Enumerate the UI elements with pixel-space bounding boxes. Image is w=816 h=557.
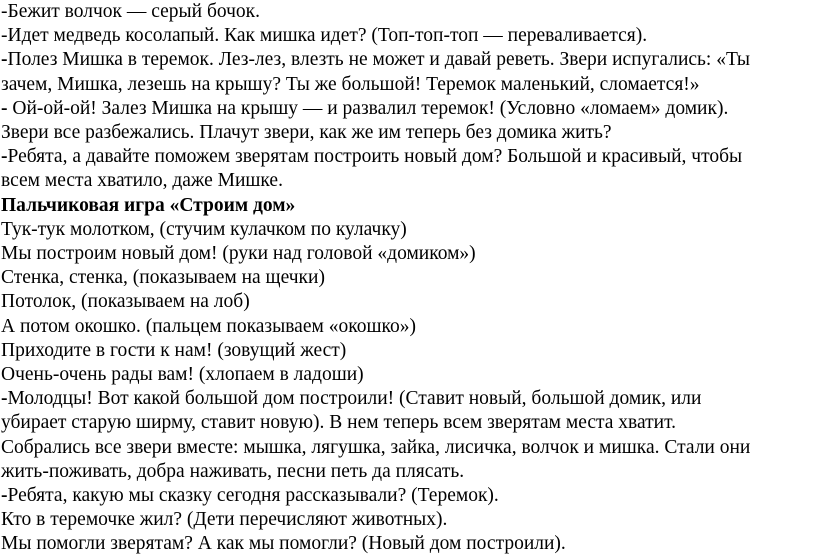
text-line [0, 218, 816, 242]
line-text: зачем, Мишка, лезешь на крышу? Ты же большой! Теремок маленький, сломается!» [1, 73, 700, 95]
text-line [0, 169, 816, 193]
line-text: Собрались все звери вместе: мышка, лягушка, зайка, лисичка, волчок и мишка. Стали они [1, 436, 751, 458]
line-text: -Идет медведь косолапый. Как мишка идет? (Топ-топ-топ — переваливается). [1, 25, 648, 47]
text-line [0, 145, 816, 169]
line-text: Ребята, какую мы сказку сегодня рассказывали? (Теремок). [7, 485, 499, 507]
text-line [0, 73, 816, 97]
line-text: А потом окошко. (пальцем показываем «окошко») [1, 315, 416, 337]
line-text: всем места хватило, даже Мишке. [1, 170, 283, 192]
line-marker: - [1, 97, 8, 119]
text-line [0, 242, 816, 266]
text-line [0, 532, 816, 556]
text-line [0, 339, 816, 363]
text-line [0, 411, 816, 435]
text-line [0, 363, 816, 387]
line-text: Звери все разбежались. Плачут звери, как же им теперь без домика жить? [1, 122, 612, 144]
heading-text: Пальчиковая игра «Строим дом» [1, 194, 296, 216]
line-text: Тук-тук молотком, (стучим кулачком по кулачку) [1, 218, 407, 240]
line-text: убирает старую ширму, ставит новую). В нем теперь всем зверятам места хватит. [1, 412, 677, 434]
line-text: Ребята, а давайте поможем зверятам построить новый дом? Большой и красивый, чтобы [7, 146, 743, 168]
line-text: Полез Мишка в теремок. Лез-лез, влезть не может и давай реветь. Звери испугались: «Ты [7, 49, 751, 71]
line-text: Ой-ой-ой! Залез Мишка на крышу — и развалил теремок! (Условно «ломаем» домик). [7, 97, 729, 119]
line-text: Мы построим новый дом! (руки над головой «домиком») [1, 243, 476, 265]
line-text: Кто в теремочке жил? (Дети перечисляют животных). [1, 509, 448, 531]
line-marker: - [1, 146, 8, 168]
line-marker: - [1, 49, 8, 71]
line-text: Стенка, стенка, (показываем на щечки) [1, 267, 325, 289]
text-line [0, 508, 816, 532]
line-text: Молодцы! Вот какой большой дом построили! (Ставит новый, большой домик, или [7, 388, 702, 410]
text-line [0, 460, 816, 484]
text-line [0, 97, 816, 121]
text-line [0, 24, 816, 48]
line-marker: - [1, 485, 8, 507]
text-line [0, 0, 816, 24]
text-line [0, 121, 816, 145]
line-text: Приходите в гости к нам! (зовущий жест) [1, 339, 347, 361]
text-line [0, 315, 816, 339]
line-text: -Бежит волчок — серый бочок. [1, 1, 261, 22]
line-marker: - [1, 388, 8, 410]
line-text: Мы помогли зверятам? А как мы помогли? (Новый дом построили). [1, 533, 566, 555]
line-text: Потолок, (показываем на лоб) [1, 291, 250, 313]
text-line [0, 436, 816, 460]
text-line [0, 387, 816, 411]
line-text: жить-поживать, добра наживать, песни петь да плясать. [1, 460, 465, 482]
text-line [0, 48, 816, 72]
text-line [0, 290, 816, 314]
line-text: Очень-очень рады вам! (хлопаем в ладоши) [1, 364, 364, 386]
text-line [0, 484, 816, 508]
section-heading [0, 194, 816, 218]
text-line [0, 266, 816, 290]
